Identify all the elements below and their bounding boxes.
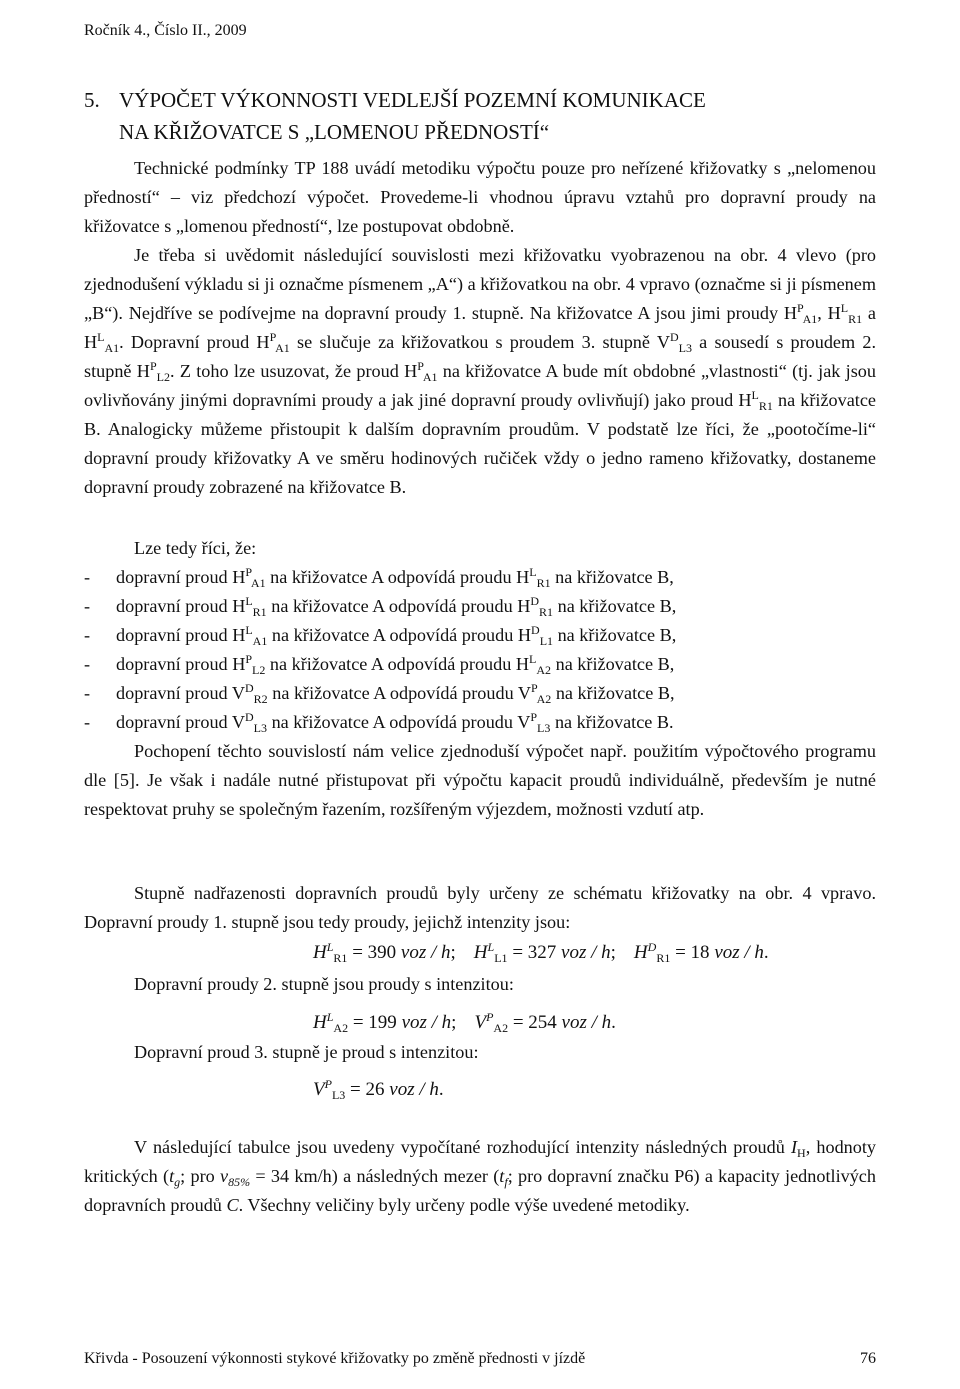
equation-term: $H^L_{A2} = 199$ voz / h; — [313, 1010, 457, 1035]
paragraph-relations: Je třeba si uvědomit následující souvislosti mezi křižovatku vyobrazenou na obr. 4 vlevo (pro zjednodušení výkladu si ji označme písmenem „A“) a křižovatkou na obr. 4 vpravo (označme si ji písmenem „B“). Nejdříve se podívejme na dopravní proudy 1. stupně. Na křižovatce A jsou jimi proudy $H^P_{A1}$, $H^L_{R1}$ a $H^L_{A1}$. Dopravní proud $H^P_{A1}$ se slučuje za křižovatkou s proudem 3. stupně $V^D_{L3}$ a sousedí s proudem 2. stupně $H^P_{L2}$. Z toho lze usuzovat, že proud $H^P_{A1}$ na křižovatce A bude mít obdobné „vlastnosti“ (tj. jak jsou ovlivňovány jinými dopravními proudy a jak jiné dopravní proudy ovlivňují) jako proud $H^L_{R1}$ na křižovatce B. Analogicky můžeme přistoupit k dalším dopravním proudům. V podstatě lze říci, že „pootočíme-li“ dopravní proudy křižovatky A ve směru hodinových ručiček vždy o jedno rameno křižovatky, dostaneme dopravní proudy zobrazené na křižovatce B. — [84, 245, 877, 497]
page-footer — [84, 1350, 876, 1368]
section-number: 5. — [84, 88, 100, 112]
section-title-line2: NA KŘIŽOVATCE S „LOMENOU PŘEDNOSTÍ“ — [119, 120, 550, 144]
label-level3: Dopravní proud 3. stupně je proud s intenzitou: — [134, 1042, 479, 1062]
footer-title: Křivda - Posouzení výkonnosti stykové křižovatky po změně přednosti v jízdě — [84, 1350, 586, 1367]
page-number: 76 — [860, 1350, 876, 1367]
list-intro: Lze tedy říci, že: — [134, 538, 257, 558]
running-header: Ročník 4., Číslo II., 2009 — [84, 22, 247, 39]
equation-level3 — [313, 1075, 462, 1105]
stream-correspondence-block — [84, 534, 876, 824]
list-item: - dopravní proud $H^L_{A1}$ na křižovatce A odpovídá proudu $H^D_{L1}$ na křižovatce B, — [84, 623, 677, 648]
section-title — [84, 84, 706, 148]
equation-level2 — [313, 1008, 634, 1038]
section-title-line1: VÝPOČET VÝKONNOSTI VEDLEJŠÍ POZEMNÍ KOMUNIKACE — [119, 88, 706, 112]
paragraph-intro: Technické podmínky TP 188 uvádí metodiku výpočtu pouze pro neřízené křižovatky s „nelomenou předností“ – viz předchozí výpočet. Provedeme-li vhodnou úpravu vztahů pro dopravní proudy na křižovatce s „lomenou předností“, lze postupovat obdobně. — [84, 158, 876, 236]
correspondence-list — [84, 563, 876, 737]
list-item: - dopravní proud $V^D_{R2}$ na křižovatce A odpovídá proudu $V^P_{A2}$ na křižovatce B, — [84, 681, 675, 706]
list-item: - dopravní proud $V^D_{L3}$ na křižovatce A odpovídá proudu $V^P_{L3}$ na křižovatce B. — [84, 710, 674, 735]
paragraph-table-intro: V následující tabulce jsou uvedeny vypočítané rozhodující intenzity následných proudů $I_H$, hodnoty kritických ($t_g$; pro $v_{85\%} = 34$ km/h) a následných mezer ($t_f$; pro dopravní značku P6) a kapacity jednotlivých dopravních proudů C. Všechny veličiny byly určeny podle výše uvedené metodiky. — [84, 1137, 876, 1215]
equation-term: $H^D_{R1} = 18$ voz / h. — [633, 940, 769, 965]
equation-term: $V^P_{A2} = 254$ voz / h. — [474, 1010, 616, 1035]
list-item: - dopravní proud $H^L_{R1}$ na křižovatce A odpovídá proudu $H^D_{R1}$ na křižovatce B, — [84, 594, 677, 619]
list-item: - dopravní proud $H^P_{A1}$ na křižovatce A odpovídá proudu $H^L_{R1}$ na křižovatce B, — [84, 565, 674, 590]
equation-level1 — [313, 938, 787, 968]
list-item: - dopravní proud $H^P_{L2}$ na křižovatce A odpovídá proudu $H^L_{A2}$ na křižovatce B, — [84, 652, 675, 677]
equation-term: $H^L_{R1} = 390$ voz / h; — [313, 940, 456, 965]
label-level2: Dopravní proudy 2. stupně jsou proudy s intenzitou: — [134, 974, 514, 994]
equation-term: $V^P_{L3} = 26$ voz / h. — [313, 1077, 444, 1102]
paragraph-understanding: Pochopení těchto souvislostí nám velice zjednoduší výpočet např. použitím výpočtového programu dle [5]. Je však i nadále nutné přistupovat při výpočtu kapacit proudů individuálně, především je nutné respektovat pruhy se společným řazením, rozšířeným výjezdem, možnosti vzdutí atp. — [84, 741, 876, 819]
equation-term: $H^L_{L1} = 327$ voz / h; — [473, 940, 616, 965]
paragraph-priority: Stupně nadřazenosti dopravních proudů byly určeny ze schématu křižovatky na obr. 4 vpravo. Dopravní proudy 1. stupně jsou tedy proudy, jejichž intenzity jsou: — [84, 883, 876, 932]
